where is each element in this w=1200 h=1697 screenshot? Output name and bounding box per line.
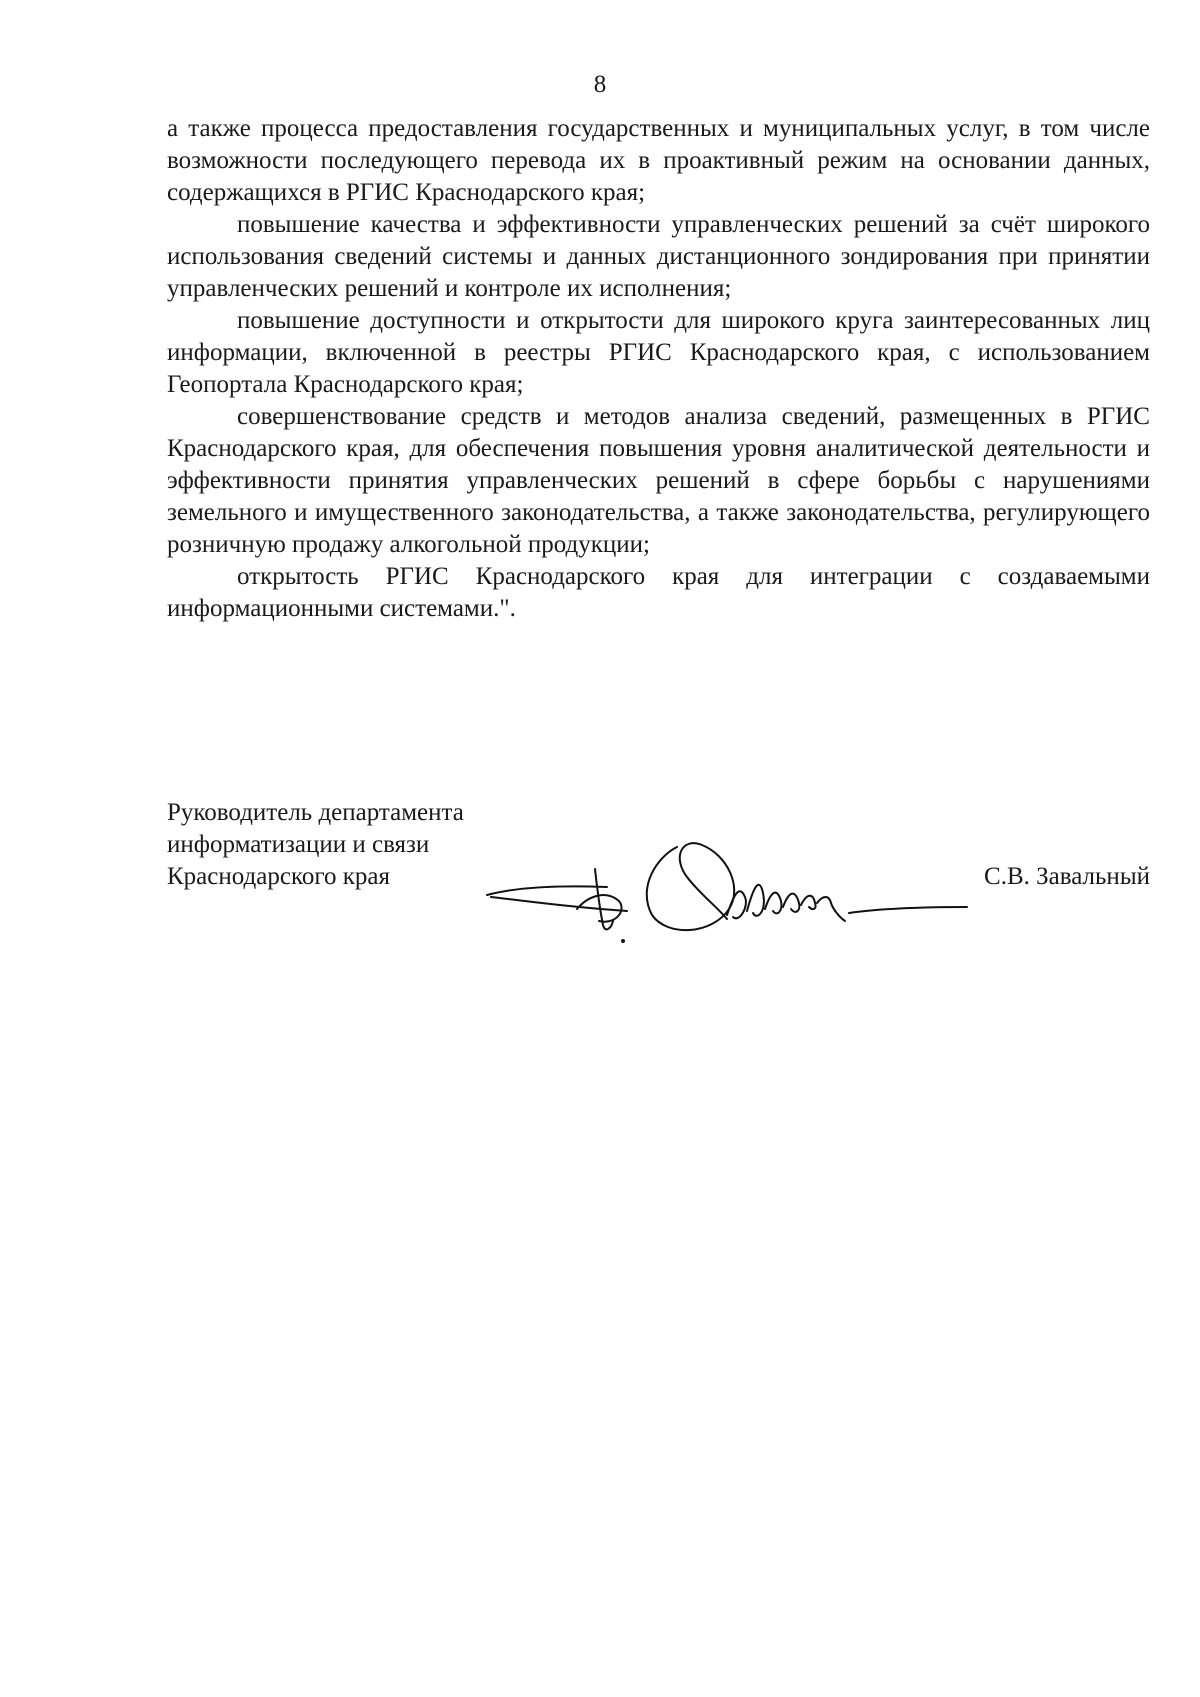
signature-block bbox=[167, 797, 1150, 937]
document-body bbox=[167, 113, 1150, 625]
signer-position bbox=[167, 797, 527, 893]
signer-position-line: Краснодарского края bbox=[167, 863, 390, 890]
page-number: 8 bbox=[593, 71, 607, 98]
paragraph: совершенствование средств и методов анализа сведений, размещенных в РГИС Краснодарского края, для обеспечения повышения уровня аналитической деятельности и эффективности принятия управленческих решений в сфере борьбы с нарушениями земельного и имущественного законодательства, а также законодательства, регулирующего розничную продажу алкогольной продукции; bbox=[167, 403, 1150, 558]
handwritten-signature bbox=[477, 817, 977, 947]
paragraph: повышение доступности и открытости для широкого круга заинтересованных лиц информации, включенной в реестры РГИС Краснодарского края, с использованием Геопортала Краснодарского края; bbox=[167, 307, 1150, 398]
paragraph: а также процесса предоставления государственных и муниципальных услуг, в том числе возможности последующего перевода их в проактивный режим на основании данных, содержащихся в РГИС Краснодарского края; bbox=[167, 115, 1150, 206]
signer-position-line: информатизации и связи bbox=[167, 831, 430, 858]
signer-name: С.В. Завальный bbox=[984, 863, 1150, 890]
signer-position-line: Руководитель департамента bbox=[167, 799, 464, 826]
paragraph: открытость РГИС Краснодарского края для интеграции с создаваемыми информационными системами.". bbox=[167, 563, 1150, 622]
paragraph: повышение качества и эффективности управленческих решений за счёт широкого использования сведений системы и данных дистанционного зондирования при принятии управленческих решений и контроле их исполнения; bbox=[167, 211, 1150, 302]
